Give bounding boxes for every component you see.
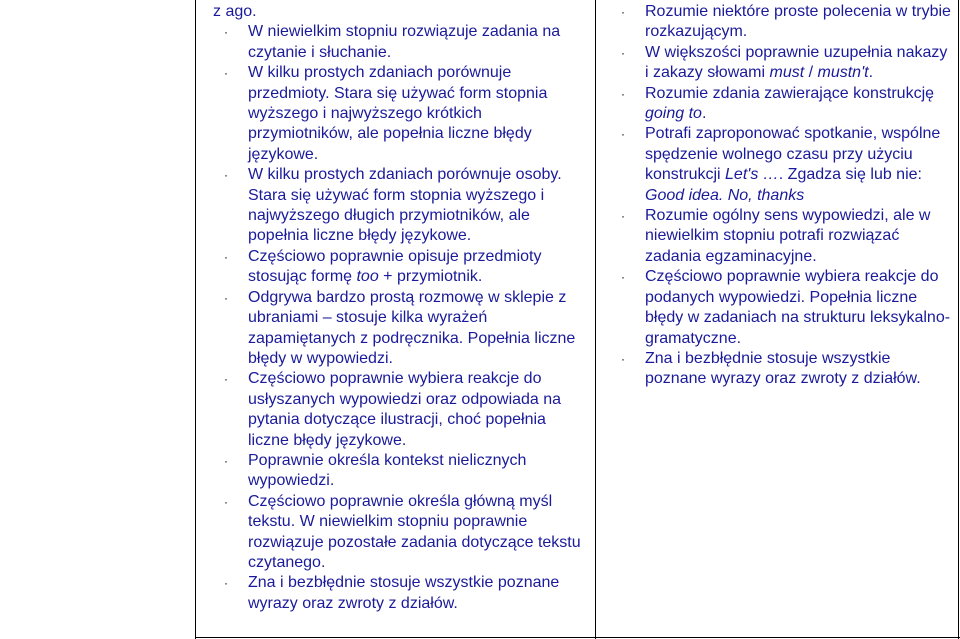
bullet-icon: · [621,127,625,142]
bullet-icon: · [224,249,228,264]
list-item [213,288,589,370]
column-divider-left [195,0,196,639]
bullet-icon: · [224,290,228,305]
item-text-italic: going to [645,105,702,123]
bullet-icon: · [224,576,228,591]
item-text: Potrafi zaproponować spotkanie, wspólne spędzenie wolnego czasu przy użyciu konstrukcji [645,125,941,184]
item-text: W niewielkim stopniu rozwiązuje zadania na czytanie i słuchanie. [248,23,561,61]
list-item [213,22,589,63]
item-text: . [701,105,707,123]
list-item [213,369,589,451]
bullet-icon: · [621,209,625,224]
bullet-icon: · [621,45,625,60]
list-item [213,492,589,574]
list-item [610,206,955,267]
item-text: + przymiotnik. [378,268,483,286]
table-bottom-border [195,637,960,638]
bullet-icon: · [621,270,625,285]
item-text: / [804,64,818,82]
list-item [213,451,589,492]
item-text: Częściowo poprawnie wybiera reakcje do podanych wypowiedzi. Popełnia liczne błędy w zadaniach na strukturu leksykalno-gramatyczne. [645,268,951,347]
item-text: Częściowo poprawnie opisuje przedmioty stosując formę [248,247,542,286]
item-text: Rozumie ogólny sens wypowiedzi, ale w niewielkim stopniu potrafi rozwiązać zadania egzaminacyjne. [645,207,931,265]
item-text: Zna i bezbłędnie stosuje wszystkie poznane wyrazy oraz zwroty z działów. [645,349,921,388]
column-divider-right [958,0,959,639]
list-item [610,349,955,390]
bullet-icon: · [621,86,625,101]
item-text: Poprawnie określa kontekst nielicznych wypowiedzi. [248,451,527,490]
item-text-italic: Let's … [725,166,779,184]
list-item [610,43,955,84]
item-text-italic: must [769,64,805,82]
list-item [610,267,955,349]
bullet-icon: · [224,168,228,183]
item-text: W kilku prostych zdaniach porównuje osoby. Stara się używać form stopnia wyższego i najwyższego długich przymiotników, ale popełnia liczne błędy językowe. [248,166,562,245]
bullet-icon: · [224,25,228,40]
item-text-italic: Good idea. No, thanks [645,186,805,204]
list-item [610,84,955,125]
item-text-italic: too [356,268,379,286]
list-item [610,2,955,43]
list-item [213,63,589,165]
bullet-icon: · [224,453,228,468]
list-item [213,247,589,288]
item-text: Rozumie zdania zawierające konstrukcję [645,84,935,102]
item-text: Częściowo poprawnie wybiera reakcje do usłyszanych wypowiedzi oraz odpowiada na pytania dotyczące ilustracji, choć popełnia liczne błędy językowe. [248,370,562,449]
bullet-icon: · [621,5,625,19]
list-item [213,573,589,614]
item-text: W kilku prostych zdaniach porównuje przedmioty. Stara się używać form stopnia wyższego i najwyższego krótkich przymiotników, ale popełnia liczne błędy językowe. [248,64,548,163]
bullet-icon: · [621,351,625,366]
middle-column [213,2,589,614]
item-text: Odgrywa bardzo prostą rozmowę w sklepie z ubraniami – stosuje kilka wyrażeń zapamiętanych z podręcznika. Popełnia liczne błędy w wypowiedzi. [248,288,576,367]
list-item [213,165,589,247]
item-text: W większości poprawnie uzupełnia nakazy i zakazy słowami [645,43,948,82]
item-text: Rozumie niektóre proste polecenia w trybie rozkazującym. [645,3,951,41]
item-text: . Zgadza się lub nie: [778,166,922,184]
list-item [610,124,955,206]
item-text-italic: mustn't [817,64,869,82]
item-text: Zna i bezbłędnie stosuje wszystkie poznane wyrazy oraz zwroty z działów. [248,574,560,612]
bullet-icon: · [224,494,228,509]
right-column [610,2,955,390]
bullet-icon: · [224,66,228,81]
column-divider-middle [595,0,596,639]
item-text: . [868,64,874,82]
bullet-icon: · [224,372,228,387]
item-text: Częściowo poprawnie określa główną myśl tekstu. W niewielkim stopniu poprawnie rozwiązuje pozostałe zadania dotyczące tekstu czytanego. [248,492,581,571]
continuation-text: z ago. [213,3,257,20]
